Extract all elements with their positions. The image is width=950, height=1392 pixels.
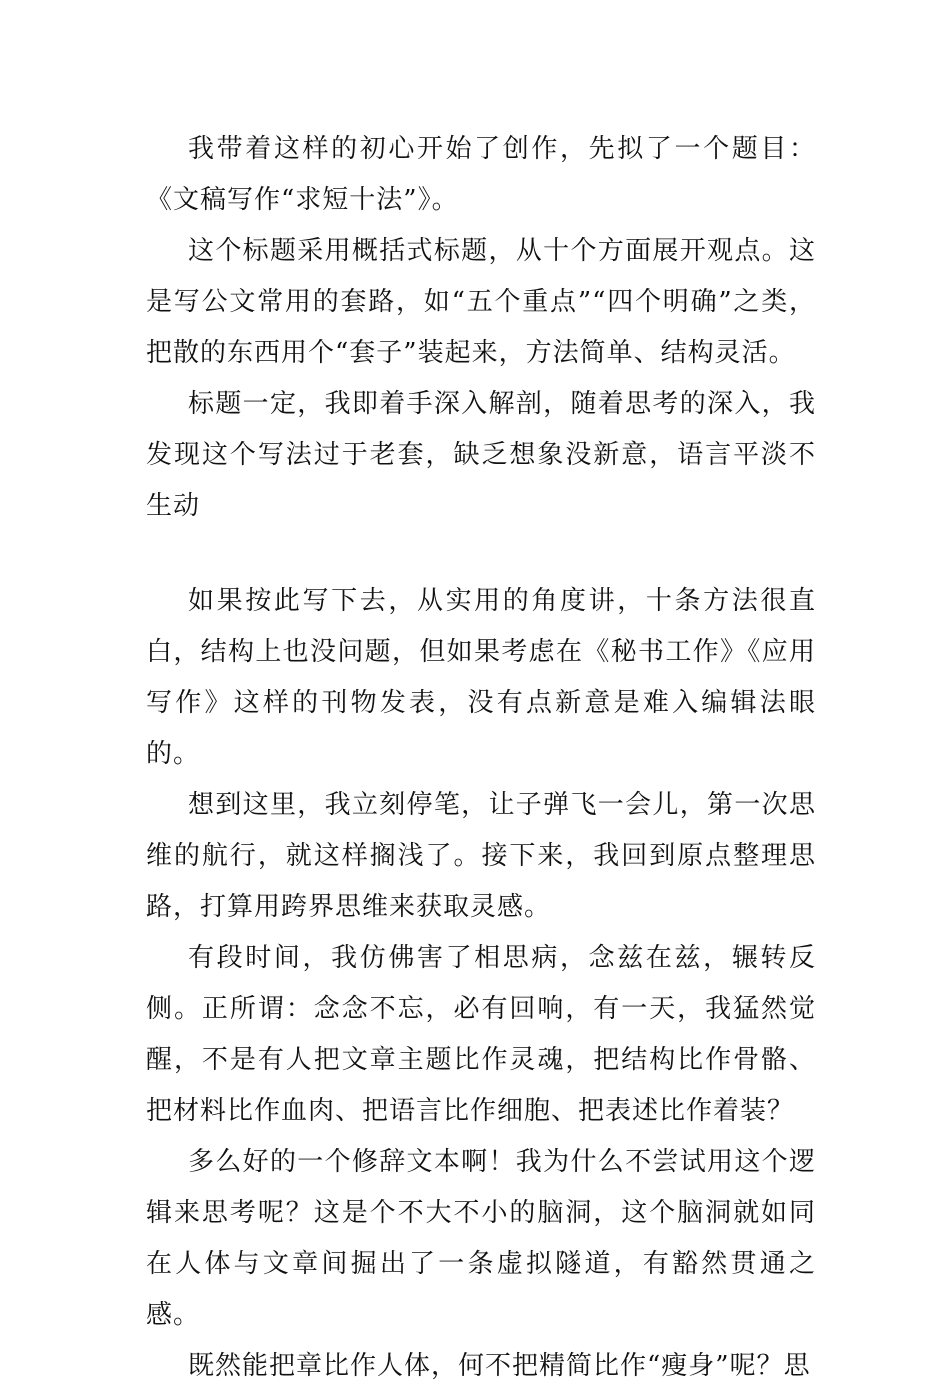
paragraph-1: 我带着这样的初心开始了创作，先拟了一个题目：《文稿写作“求短十法”》。 [146, 134, 816, 215]
paragraph-5: 想到这里，我立刻停笔，让子弹飞一会儿，第一次思维的航行，就这样搁浅了。接下来，我回到原点整理思路，打算用跨界思维来获取灵感。 [146, 790, 816, 922]
document-body [146, 124, 816, 1392]
paragraph-6: 有段时间，我仿佛害了相思病，念兹在兹，辗转反侧。正所谓：念念不忘，必有回响，有一天，我猛然觉醒，不是有人把文章主题比作灵魂，把结构比作骨骼、把材料比作血肉、把语言比作细胞、把表述比作着装？ [146, 943, 816, 1126]
paragraph-8: 既然能把章比作人体，何不把精简比作“瘦身”呢？思 [188, 1351, 811, 1381]
paragraph-4: 如果按此写下去，从实用的角度讲，十条方法很直白，结构上也没问题，但如果考虑在《秘书工作》《应用写作》这样的刊物发表，没有点新意是难入编辑法眼的。 [146, 586, 816, 769]
paragraph-2: 这个标题采用概括式标题，从十个方面展开观点。这是写公文常用的套路，如“五个重点”“四个明确”之类，把散的东西用个“套子”装起来，方法简单、结构灵活。 [146, 236, 816, 368]
paragraph-7: 多么好的一个修辞文本啊！我为什么不尝试用这个逻辑来思考呢？这是个不大不小的脑洞，这个脑洞就如同在人体与文章间掘出了一条虚拟隧道，有豁然贯通之感。 [146, 1147, 816, 1330]
paragraph-3: 标题一定，我即着手深入解剖，随着思考的深入，我发现这个写法过于老套，缺乏想象没新意，语言平淡不生动 [146, 389, 816, 521]
